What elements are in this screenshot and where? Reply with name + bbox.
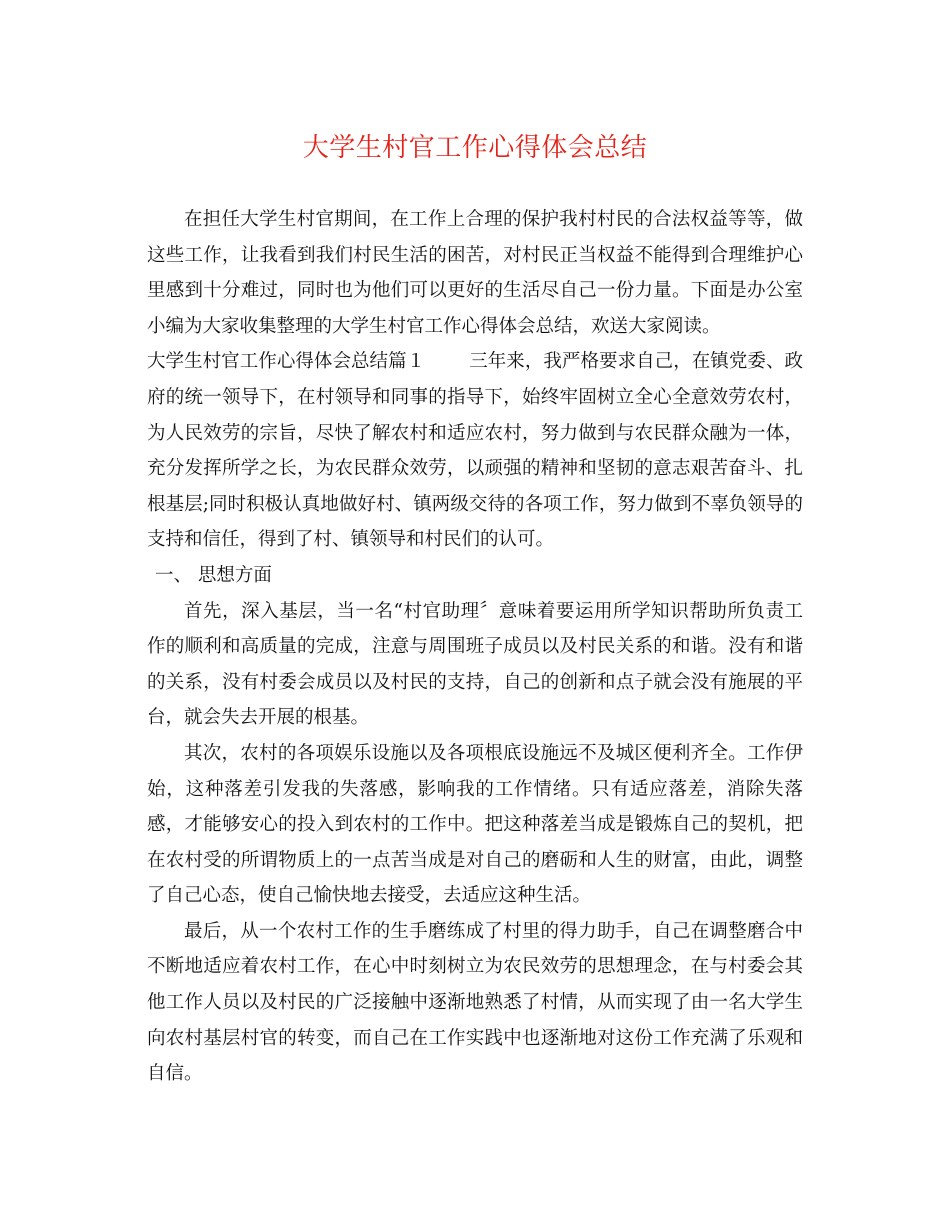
section-label: 大学生村官工作心得体会总结篇１ [147,351,426,373]
paragraph-last: 最后，从一个农村工作的生手磨练成了村里的得力助手，自己在调整磨合中不断地适应着农村工作，在心中时刻树立为农民效劳的思想理念，在与村委会其他工作人员以及村民的广泛接触中逐渐地熟悉了村情，从而实现了由一名大学生向农村基层村官的转变，而自己在工作实践中也逐渐地对这份工作充满了乐观和自信。 [147,920,803,1085]
section-paragraph [147,344,803,558]
intro-paragraph: 在担任大学生村官期间，在工作上合理的保护我村村民的合法权益等等，做这些工作，让我看到我们村民生活的困苦，对村民正当权益不能得到合理维护心里感到十分难过，同时也为他们可以更好的生活尽自己一份力量。下面是办公室小编为大家收集整理的大学生村官工作心得体会总结，欢送大家阅读。 [147,209,803,337]
document-body [147,202,803,1092]
paragraph-second: 其次，农村的各项娱乐设施以及各项根底设施远不及城区便利齐全。工作伊始，这种落差引发我的失落感，影响我的工作情绪。只有适应落差，消除失落感，才能够安心的投入到农村的工作中。把这种落差当成是锻炼自己的契机，把在农村受的所谓物质上的一点苦当成是对自己的磨砺和人生的财富，由此，调整了自己心态，使自己愉快地去接受，去适应这种生活。 [147,742,803,907]
section-intro-text: 三年来，我严格要求自己，在镇党委、政府的统一领导下，在村领导和同事的指导下，始终牢固树立全心全意效劳农村，为人民效劳的宗旨，尽快了解农村和适应农村，努力做到与农民群众融为一体，充分发挥所学之长，为农民群众效劳，以顽强的精神和坚韧的意志艰苦奋斗、扎根基层;同时积极认真地做好村、镇两级交待的各项工作，努力做到不辜负领导的支持和信任，得到了村、镇领导和村民们的认可。 [147,351,803,551]
document-title: 大学生村官工作心得体会总结 [302,133,648,163]
paragraph-first: 首先，深入基层，当一名“村官助理〞意味着要运用所学知识帮助所负责工作的顺利和高质量的完成，注意与周围班子成员以及村民关系的和谐。没有和谐的关系，没有村委会成员以及村民的支持，自己的创新和点子就会没有施展的平台，就会失去开展的根基。 [147,600,803,729]
heading-thought: 一、 思想方面 [155,564,272,586]
